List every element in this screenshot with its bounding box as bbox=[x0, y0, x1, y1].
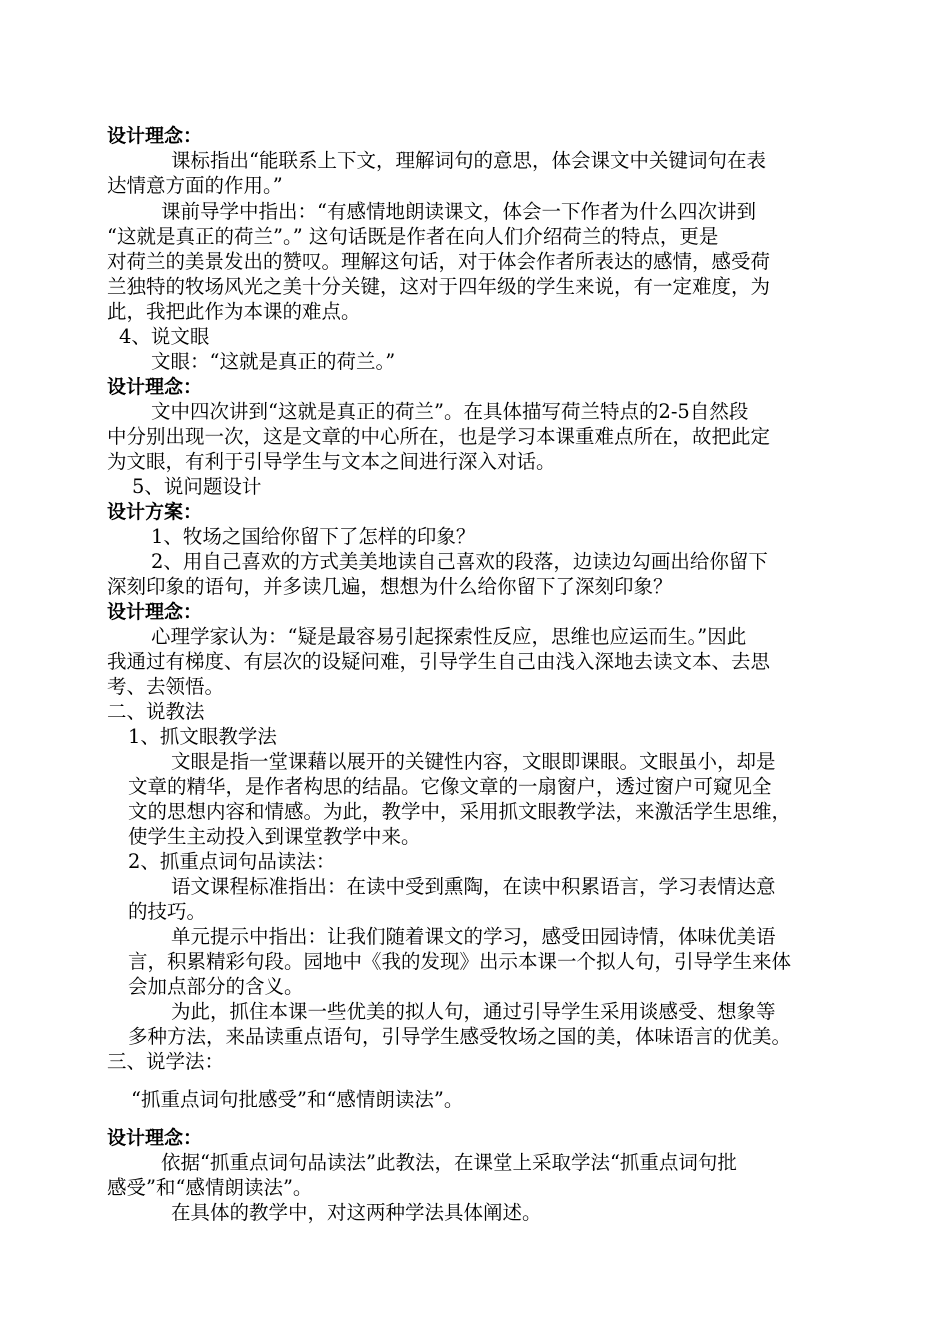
paragraph-line: 多种方法，来品读重点语句，引导学生感受牧场之国的美，体味语言的优美。 bbox=[128, 1025, 792, 1048]
section-heading-teaching-method: 二、说教法 bbox=[107, 700, 205, 723]
paragraph-line: 课标指出“能联系上下文，理解词句的意思，体会课文中关键词句在表 bbox=[171, 149, 766, 172]
heading-design-concept: 设计理念： bbox=[107, 1127, 203, 1149]
heading-design-concept: 设计理念： bbox=[107, 376, 203, 398]
paragraph-line: 感受”和“感情朗读法”。 bbox=[107, 1176, 313, 1199]
paragraph-line: 我通过有梯度、有层次的设疑问难，引导学生自己由浅入深地去读文本、去思 bbox=[107, 650, 771, 673]
paragraph-line: 深刻印象的语句，并多读几遍，想想为什么给你留下了深刻印象？ bbox=[107, 575, 673, 598]
subsection-heading: 1、抓文眼教学法 bbox=[128, 725, 277, 748]
paragraph-line: 达情意方面的作用。” bbox=[107, 174, 283, 197]
paragraph-line: 兰独特的牧场风光之美十分关键，这对于四年级的学生来说，有一定难度，为 bbox=[107, 275, 771, 298]
paragraph-line: 文眼：“这就是真正的荷兰。” bbox=[151, 350, 396, 373]
paragraph-line: 此，我把此作为本课的难点。 bbox=[107, 300, 361, 323]
heading-design-concept: 设计理念： bbox=[107, 125, 203, 147]
section-heading-question-design: 5、说问题设计 bbox=[132, 475, 262, 498]
paragraph-line: 中分别出现一次，这是文章的中心所在，也是学习本课重难点所在，故把此定 bbox=[107, 425, 771, 448]
paragraph-line: “抓重点词句批感受”和“感情朗读法”。 bbox=[131, 1088, 464, 1111]
paragraph-line: 文中四次讲到“这就是真正的荷兰”。在具体描写荷兰特点的2-5自然段 bbox=[151, 400, 749, 423]
paragraph-line: 言，积累精彩句段。园地中《我的发现》出示本课一个拟人句，引导学生来体 bbox=[128, 950, 792, 973]
paragraph-line: 单元提示中指出：让我们随着课文的学习，感受田园诗情，体味优美语 bbox=[171, 925, 776, 948]
heading-design-concept: 设计理念： bbox=[107, 601, 203, 623]
paragraph-line: 的技巧。 bbox=[128, 900, 207, 923]
paragraph-line: 考、去领悟。 bbox=[107, 675, 225, 698]
section-heading-wenyan: 4、说文眼 bbox=[119, 325, 210, 348]
paragraph-line: 文章的精华，是作者构思的结晶。它像文章的一扇窗户，透过窗户可窥见全 bbox=[128, 775, 772, 798]
paragraph-line: “这就是真正的荷兰”。” 这句话既是作者在向人们介绍荷兰的特点，更是 bbox=[107, 225, 719, 248]
paragraph-line: 会加点部分的含义。 bbox=[128, 975, 304, 998]
paragraph-line: 使学生主动投入到课堂教学中来。 bbox=[128, 825, 421, 848]
paragraph-line: 文眼是指一堂课藉以展开的关键性内容，文眼即课眼。文眼虽小，却是 bbox=[171, 750, 776, 773]
paragraph-line: 心理学家认为：“疑是最容易引起探索性反应，思维也应运而生。”因此 bbox=[151, 625, 747, 648]
subsection-heading: 2、抓重点词句品读法： bbox=[128, 850, 336, 873]
paragraph-line: 语文课程标准指出：在读中受到熏陶，在读中积累语言，学习表情达意 bbox=[171, 875, 776, 898]
paragraph-line: 课前导学中指出：“有感情地朗读课文，体会一下作者为什么四次讲到 bbox=[161, 200, 756, 223]
section-heading-learning-method: 三、说学法： bbox=[107, 1050, 225, 1073]
heading-design-plan: 设计方案： bbox=[107, 501, 203, 523]
paragraph-line: 2、用自己喜欢的方式美美地读自己喜欢的段落，边读边勾画出给你留下 bbox=[151, 550, 768, 573]
paragraph-line: 1、牧场之国给你留下了怎样的印象？ bbox=[151, 525, 476, 548]
paragraph-line: 为文眼，有利于引导学生与文本之间进行深入对话。 bbox=[107, 450, 556, 473]
paragraph-line: 依据“抓重点词句品读法”此教法，在课堂上采取学法“抓重点词句批 bbox=[161, 1151, 737, 1174]
paragraph-line: 为此，抓住本课一些优美的拟人句，通过引导学生采用谈感受、想象等 bbox=[171, 1000, 776, 1023]
paragraph-line: 文的思想内容和情感。为此，教学中，采用抓文眼教学法，来激活学生思维， bbox=[128, 800, 792, 823]
paragraph-line: 对荷兰的美景发出的赞叹。理解这句话，对于体会作者所表达的感情，感受荷 bbox=[107, 250, 771, 273]
paragraph-line: 在具体的教学中，对这两种学法具体阐述。 bbox=[171, 1201, 542, 1224]
